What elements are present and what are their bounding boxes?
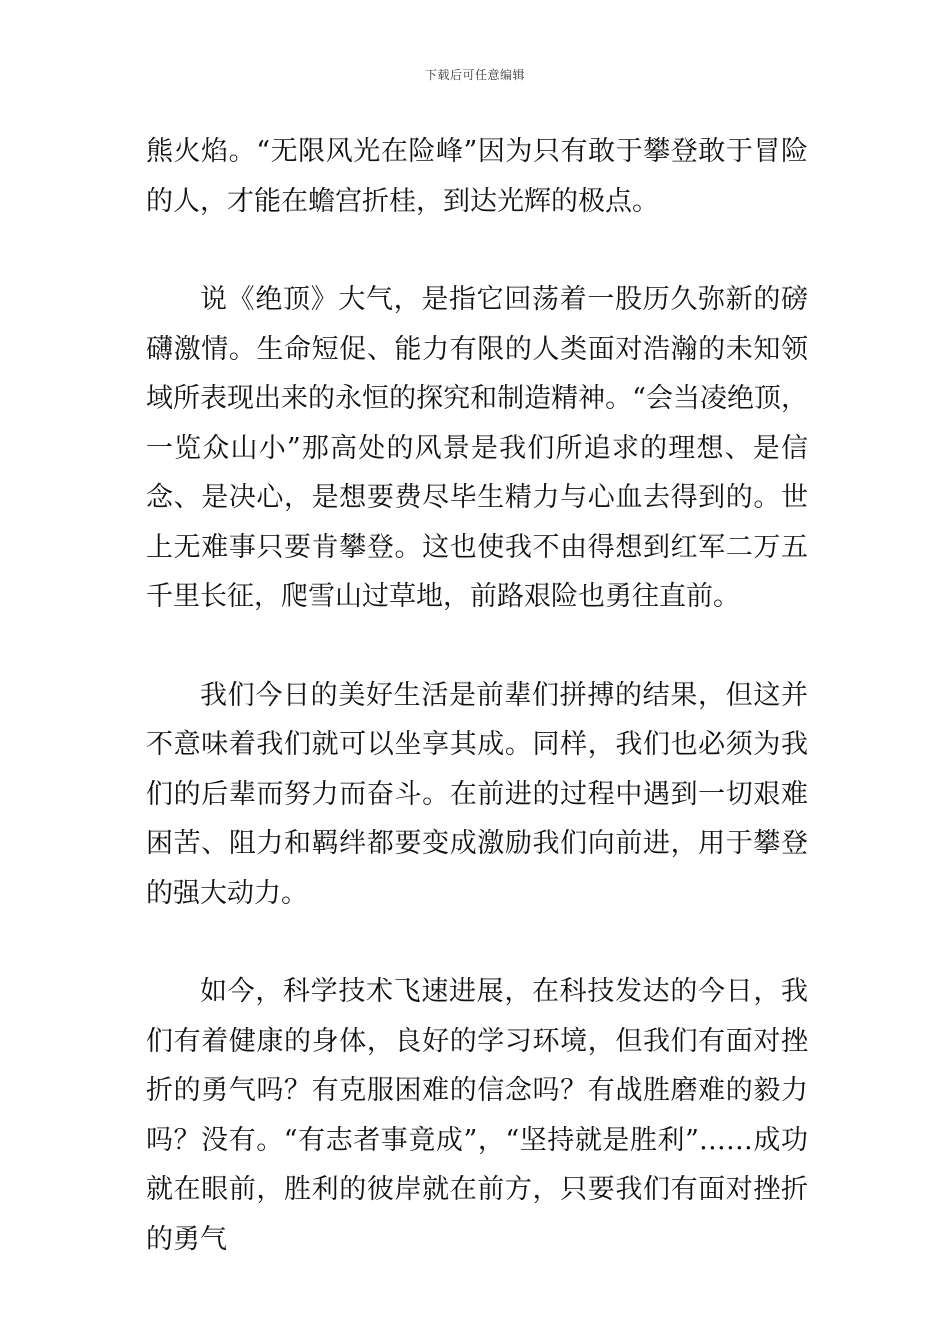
paragraph-2: 说《绝顶》大气，是指它回荡着一股历久弥新的磅礴激情。生命短促、能力有限的人类面对浩瀚的未知领域所表现出来的永恒的探究和制造精神。“会当凌绝顶，一览众山小”那高处的风景是我们所追求的理想、是信念、是决心，是想要费尽毕生精力与心血去得到的。世上无难事只要肯攀登。这也使我不由得想到红军二万五千里长征，爬雪山过草地，前路艰险也勇往直前。 [146, 284, 808, 612]
document-body [146, 127, 808, 1313]
page-header-note: 下载后可任意编辑 [424, 68, 525, 82]
paragraph-1: 熊火焰。“无限风光在险峰”因为只有敢于攀登敢于冒险的人，才能在蟾宫折桂，到达光辉的极点。 [146, 136, 808, 217]
paragraph-4: 如今，科学技术飞速进展，在科技发达的今日，我们有着健康的身体，良好的学习环境，但我们有面对挫折的勇气吗？有克服困难的信念吗？有战胜磨难的毅力吗？没有。“有志者事竟成”，“坚持就是胜利”……成功就在眼前，胜利的彼岸就在前方，只要我们有面对挫折的勇气 [146, 976, 808, 1255]
paragraph-3: 我们今日的美好生活是前辈们拼搏的结果，但这并不意味着我们就可以坐享其成。同样，我们也必须为我们的后辈而努力而奋斗。在前进的过程中遇到一切艰难困苦、阻力和羁绊都要变成激励我们向前进，用于攀登的强大动力。 [146, 679, 808, 909]
